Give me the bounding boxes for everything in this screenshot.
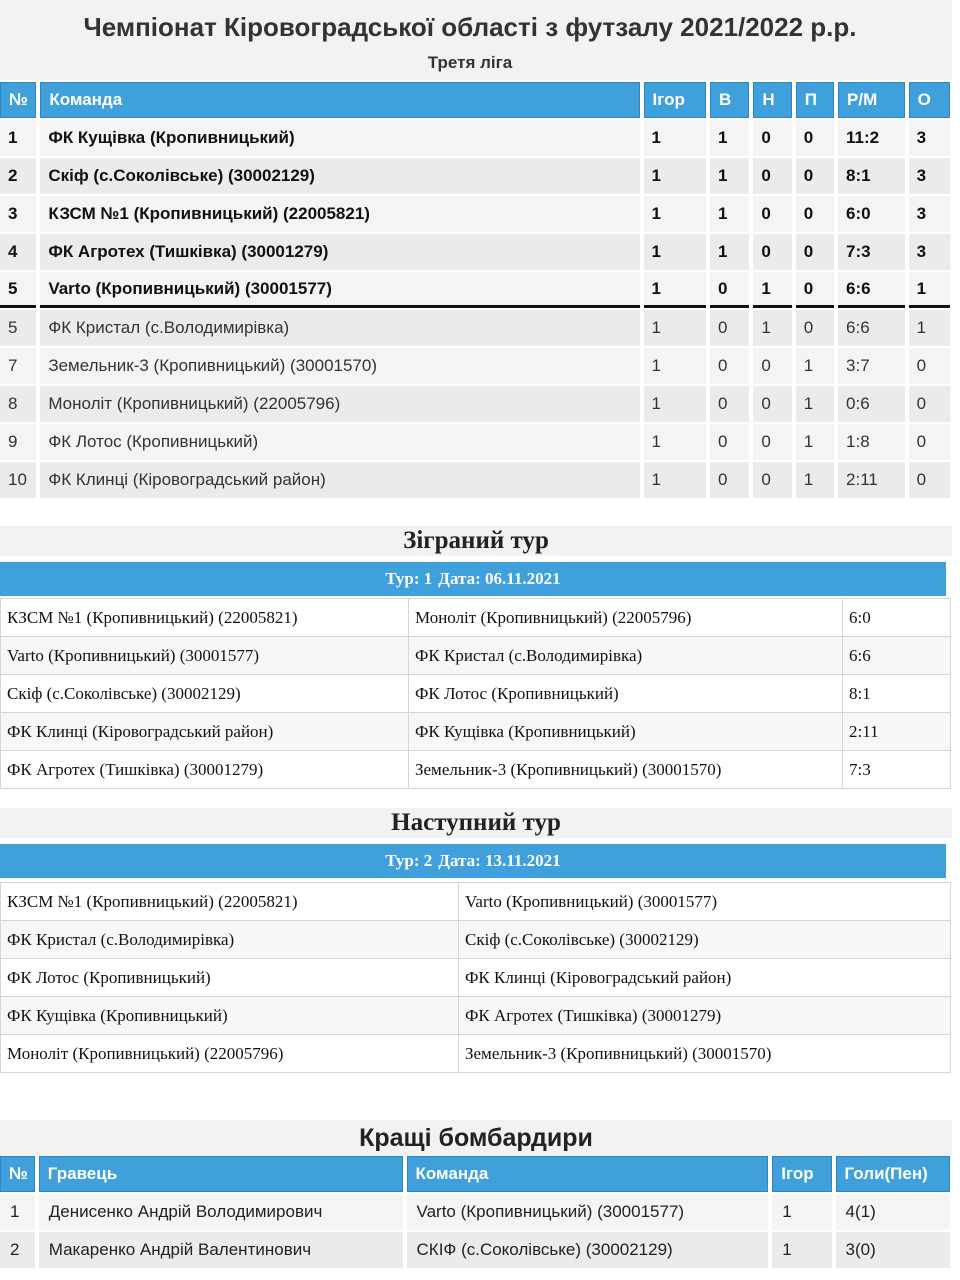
away-team-cell: ФК Лотос (Кропивницький) xyxy=(409,675,843,713)
scorers-table xyxy=(0,1154,954,1270)
goals-cell: 2:11 xyxy=(838,462,905,498)
rank-cell: 5 xyxy=(0,310,36,346)
games-cell: 1 xyxy=(644,386,707,422)
standings-row xyxy=(0,196,950,232)
team-cell: Скіф (с.Соколівське) (30002129) xyxy=(40,158,639,194)
goals-cell: 6:0 xyxy=(838,196,905,232)
games-cell: 1 xyxy=(644,310,707,346)
draws-cell: 0 xyxy=(753,196,791,232)
away-team-cell: Varto (Кропивницький) (30001577) xyxy=(459,883,951,921)
home-team-cell: ФК Кристал (с.Володимирівка) xyxy=(1,921,459,959)
losses-cell: 0 xyxy=(796,158,834,194)
rank-cell: 9 xyxy=(0,424,36,460)
next-match-row xyxy=(1,959,951,997)
played-match-row xyxy=(1,751,951,789)
next-match-row xyxy=(1,921,951,959)
score-cell: 6:0 xyxy=(843,599,951,637)
scorers-col-rank[interactable]: № xyxy=(0,1156,35,1192)
wins-cell: 0 xyxy=(710,310,749,346)
goals-cell: 11:2 xyxy=(838,120,905,156)
home-team-cell: КЗСМ №1 (Кропивницький) (22005821) xyxy=(1,599,409,637)
score-cell: 7:3 xyxy=(843,751,951,789)
standings-row xyxy=(0,424,950,460)
rank-cell: 2 xyxy=(0,158,36,194)
rank-cell: 4 xyxy=(0,234,36,270)
scorers-col-games[interactable]: Ігор xyxy=(772,1156,831,1192)
draws-cell: 1 xyxy=(753,310,791,346)
losses-cell: 0 xyxy=(796,120,834,156)
goals-cell: 3(0) xyxy=(836,1232,950,1268)
away-team-cell: Скіф (с.Соколівське) (30002129) xyxy=(459,921,951,959)
games-cell: 1 xyxy=(644,120,707,156)
games-cell: 1 xyxy=(644,462,707,498)
home-team-cell: Скіф (с.Соколівське) (30002129) xyxy=(1,675,409,713)
col-header-losses[interactable]: П xyxy=(796,82,834,118)
scorers-col-team[interactable]: Команда xyxy=(407,1156,769,1192)
goals-cell: 8:1 xyxy=(838,158,905,194)
wins-cell: 0 xyxy=(710,348,749,384)
col-header-wins[interactable]: В xyxy=(710,82,749,118)
title-bar xyxy=(0,0,952,80)
losses-cell: 1 xyxy=(796,386,834,422)
draws-cell: 0 xyxy=(753,120,791,156)
points-cell: 3 xyxy=(909,120,950,156)
draws-cell: 0 xyxy=(753,386,791,422)
losses-cell: 0 xyxy=(796,272,834,308)
scorers-title: Кращі бомбардири xyxy=(0,1120,952,1156)
wins-cell: 1 xyxy=(710,196,749,232)
standings-row xyxy=(0,348,950,384)
rank-cell: 1 xyxy=(0,120,36,156)
home-team-cell: КЗСМ №1 (Кропивницький) (22005821) xyxy=(1,883,459,921)
points-cell: 0 xyxy=(909,462,950,498)
standings-row xyxy=(0,462,950,498)
next-matches-table xyxy=(0,882,951,1073)
team-cell: Земельник-3 (Кропивницький) (30001570) xyxy=(40,348,639,384)
rank-cell: 7 xyxy=(0,348,36,384)
played-round-date: Дата: 06.11.2021 xyxy=(438,569,561,588)
wins-cell: 0 xyxy=(710,424,749,460)
away-team-cell: ФК Агротех (Тишківка) (30001279) xyxy=(459,997,951,1035)
standings-row xyxy=(0,386,950,422)
score-cell: 2:11 xyxy=(843,713,951,751)
played-round-title: Зіграний тур xyxy=(0,526,952,556)
team-cell: ФК Лотос (Кропивницький) xyxy=(40,424,639,460)
goals-cell: 6:6 xyxy=(838,272,905,308)
rank-cell: 8 xyxy=(0,386,36,422)
draws-cell: 0 xyxy=(753,348,791,384)
scorer-row xyxy=(0,1232,950,1268)
goals-cell: 1:8 xyxy=(838,424,905,460)
next-match-row xyxy=(1,1035,951,1073)
next-round-bar xyxy=(0,844,946,878)
games-cell: 1 xyxy=(772,1232,831,1268)
col-header-points[interactable]: О xyxy=(909,82,950,118)
next-round-date: Дата: 13.11.2021 xyxy=(438,851,561,870)
played-match-row xyxy=(1,675,951,713)
wins-cell: 0 xyxy=(710,272,749,308)
wins-cell: 1 xyxy=(710,158,749,194)
rank-cell: 5 xyxy=(0,272,36,308)
losses-cell: 0 xyxy=(796,310,834,346)
goals-cell: 0:6 xyxy=(838,386,905,422)
games-cell: 1 xyxy=(644,234,707,270)
rank-cell: 1 xyxy=(0,1194,35,1230)
team-cell: ФК Кущівка (Кропивницький) xyxy=(40,120,639,156)
col-header-goals[interactable]: Р/М xyxy=(838,82,905,118)
losses-cell: 1 xyxy=(796,348,834,384)
away-team-cell: ФК Кущівка (Кропивницький) xyxy=(409,713,843,751)
points-cell: 0 xyxy=(909,424,950,460)
points-cell: 3 xyxy=(909,234,950,270)
team-cell: КЗСМ №1 (Кропивницький) (22005821) xyxy=(40,196,639,232)
team-cell: ФК Клинці (Кіровоградський район) xyxy=(40,462,639,498)
goals-cell: 3:7 xyxy=(838,348,905,384)
away-team-cell: Земельник-3 (Кропивницький) (30001570) xyxy=(459,1035,951,1073)
points-cell: 3 xyxy=(909,158,950,194)
standings-header-row xyxy=(0,82,950,118)
home-team-cell: Varto (Кропивницький) (30001577) xyxy=(1,637,409,675)
page-title: Чемпіонат Кіровоградської області з футзалу 2021/2022 р.р. xyxy=(83,12,857,42)
standings-row xyxy=(0,234,950,270)
score-cell: 8:1 xyxy=(843,675,951,713)
draws-cell: 0 xyxy=(753,424,791,460)
games-cell: 1 xyxy=(644,424,707,460)
home-team-cell: ФК Кущівка (Кропивницький) xyxy=(1,997,459,1035)
games-cell: 1 xyxy=(644,158,707,194)
next-round-label: Тур: 2 xyxy=(385,851,433,870)
points-cell: 0 xyxy=(909,348,950,384)
league-subtitle: Третя ліга xyxy=(427,53,513,72)
team-cell: СКІФ (с.Соколівське) (30002129) xyxy=(407,1232,769,1268)
losses-cell: 0 xyxy=(796,234,834,270)
scorer-row xyxy=(0,1194,950,1230)
points-cell: 0 xyxy=(909,386,950,422)
col-header-games[interactable]: Ігор xyxy=(644,82,707,118)
played-match-row xyxy=(1,713,951,751)
standings-table xyxy=(0,80,954,500)
scorers-col-player[interactable]: Гравець xyxy=(39,1156,403,1192)
col-header-draws[interactable]: Н xyxy=(753,82,791,118)
col-header-team[interactable]: Команда xyxy=(40,82,639,118)
team-cell: ФК Кристал (с.Володимирівка) xyxy=(40,310,639,346)
score-cell: 6:6 xyxy=(843,637,951,675)
games-cell: 1 xyxy=(772,1194,831,1230)
games-cell: 1 xyxy=(644,348,707,384)
draws-cell: 0 xyxy=(753,462,791,498)
wins-cell: 0 xyxy=(710,462,749,498)
next-match-row xyxy=(1,883,951,921)
standings-row xyxy=(0,120,950,156)
standings-row xyxy=(0,310,950,346)
home-team-cell: ФК Клинці (Кіровоградський район) xyxy=(1,713,409,751)
played-match-row xyxy=(1,637,951,675)
away-team-cell: Земельник-3 (Кропивницький) (30001570) xyxy=(409,751,843,789)
standings-row xyxy=(0,158,950,194)
goals-cell: 4(1) xyxy=(836,1194,950,1230)
away-team-cell: ФК Кристал (с.Володимирівка) xyxy=(409,637,843,675)
wins-cell: 1 xyxy=(710,120,749,156)
played-round-bar xyxy=(0,562,946,596)
home-team-cell: ФК Агротех (Тишківка) (30001279) xyxy=(1,751,409,789)
played-matches-table xyxy=(0,598,951,789)
away-team-cell: Моноліт (Кропивницький) (22005796) xyxy=(409,599,843,637)
points-cell: 3 xyxy=(909,196,950,232)
wins-cell: 0 xyxy=(710,386,749,422)
team-cell: Моноліт (Кропивницький) (22005796) xyxy=(40,386,639,422)
losses-cell: 0 xyxy=(796,196,834,232)
col-header-rank[interactable]: № xyxy=(0,82,36,118)
losses-cell: 1 xyxy=(796,462,834,498)
games-cell: 1 xyxy=(644,196,707,232)
scorers-col-goals[interactable]: Голи(Пен) xyxy=(836,1156,950,1192)
played-match-row xyxy=(1,599,951,637)
draws-cell: 1 xyxy=(753,272,791,308)
home-team-cell: Моноліт (Кропивницький) (22005796) xyxy=(1,1035,459,1073)
draws-cell: 0 xyxy=(753,158,791,194)
next-match-row xyxy=(1,997,951,1035)
team-cell: Varto (Кропивницький) (30001577) xyxy=(40,272,639,308)
rank-cell: 2 xyxy=(0,1232,35,1268)
wins-cell: 1 xyxy=(710,234,749,270)
losses-cell: 1 xyxy=(796,424,834,460)
player-cell: Денисенко Андрій Володимирович xyxy=(39,1194,403,1230)
goals-cell: 6:6 xyxy=(838,310,905,346)
team-cell: Varto (Кропивницький) (30001577) xyxy=(407,1194,769,1230)
team-cell: ФК Агротех (Тишківка) (30001279) xyxy=(40,234,639,270)
player-cell: Макаренко Андрій Валентинович xyxy=(39,1232,403,1268)
home-team-cell: ФК Лотос (Кропивницький) xyxy=(1,959,459,997)
scorers-header-row xyxy=(0,1156,950,1192)
standings-row xyxy=(0,272,950,308)
away-team-cell: ФК Клинці (Кіровоградський район) xyxy=(459,959,951,997)
rank-cell: 10 xyxy=(0,462,36,498)
draws-cell: 0 xyxy=(753,234,791,270)
games-cell: 1 xyxy=(644,272,707,308)
played-round-label: Тур: 1 xyxy=(385,569,433,588)
rank-cell: 3 xyxy=(0,196,36,232)
points-cell: 1 xyxy=(909,272,950,308)
next-round-title: Наступний тур xyxy=(0,808,952,838)
goals-cell: 7:3 xyxy=(838,234,905,270)
points-cell: 1 xyxy=(909,310,950,346)
